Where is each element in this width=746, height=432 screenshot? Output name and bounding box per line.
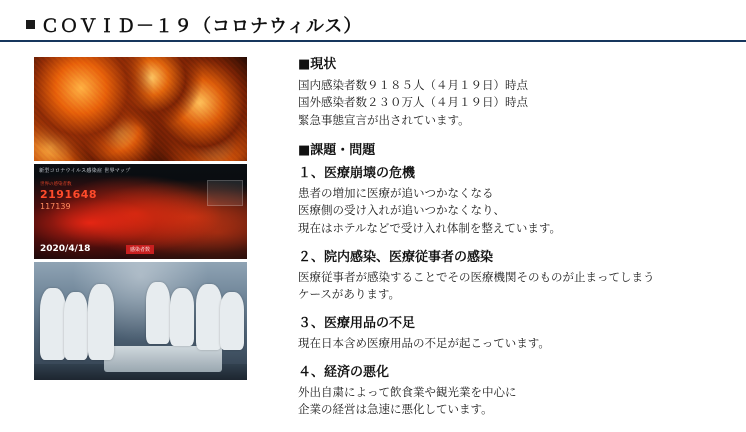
title-divider: [0, 40, 746, 42]
issue-1-line-3: 現在はホテルなどで受け入れ体制を整えています。: [298, 220, 562, 235]
hospital-ward-photo: [34, 262, 247, 380]
page-title-text: ＣＯＶＩＤ－１９（コロナウィルス）: [41, 16, 363, 37]
issue-3-heading: ３、医療用品の不足: [298, 316, 416, 332]
ward-figures: [34, 262, 247, 380]
issue-2-heading: ２、院内感染、医療従事者の感染: [298, 250, 494, 265]
issue-4-line-1: 外出自粛によって飲食業や観光業を中心に: [298, 384, 517, 399]
map-counter-value: 2191648: [40, 187, 98, 201]
issue-3-line-1: 現在日本含め医療用品の不足が起こっています。: [298, 335, 550, 350]
issue-item-1: [298, 164, 718, 237]
issue-2-line-2: ケースがあります。: [298, 286, 401, 301]
map-header-text: 新型コロナウイルス感染症 世界マップ: [39, 168, 131, 174]
map-legend-panel: [207, 180, 243, 206]
photo-grain-overlay: [34, 57, 247, 161]
issue-4-heading: ４、経済の悪化: [298, 365, 390, 381]
image-column: [34, 57, 247, 380]
issue-4-line-2: 企業の経営は急速に悪化しています。: [298, 402, 493, 417]
world-infection-map: [34, 164, 247, 259]
map-counter: [40, 182, 97, 213]
section-status: [298, 56, 718, 129]
map-date: 2020/4/18: [40, 244, 91, 254]
issue-item-4: [298, 363, 718, 418]
content-column: [298, 56, 718, 432]
issue-1-line-1: 患者の増加に医療が追いつかなくなる: [298, 185, 494, 200]
map-counter-label: 世界の感染者数: [40, 182, 72, 187]
status-line-1: 国内感染者数９１８５人（４月１９日）時点: [298, 77, 528, 92]
issue-item-2: [298, 248, 718, 303]
square-bullet-icon: [26, 20, 35, 29]
coronavirus-micrograph: [34, 57, 247, 161]
status-line-2: 国外感染者数２３０万人（４月１９日）時点: [298, 95, 528, 110]
page-title: [26, 12, 362, 38]
map-tag: 感染者数: [126, 245, 154, 254]
issue-1-line-2: 医療側の受け入れが追いつかなくなり、: [298, 203, 505, 218]
status-line-3: 緊急事態宣言が出されています。: [298, 112, 470, 127]
issue-item-3: [298, 314, 718, 352]
status-heading: ■現状: [298, 57, 337, 72]
section-issues: [298, 142, 718, 419]
issues-heading: ■課題・問題: [298, 143, 376, 159]
issue-1-heading: １、医療崩壊の危機: [298, 166, 416, 182]
map-counter-sub: 117139: [40, 201, 71, 211]
issue-2-line-1: 医療従事者が感染することでその医療機関そのものが止まってしまう: [298, 269, 655, 284]
